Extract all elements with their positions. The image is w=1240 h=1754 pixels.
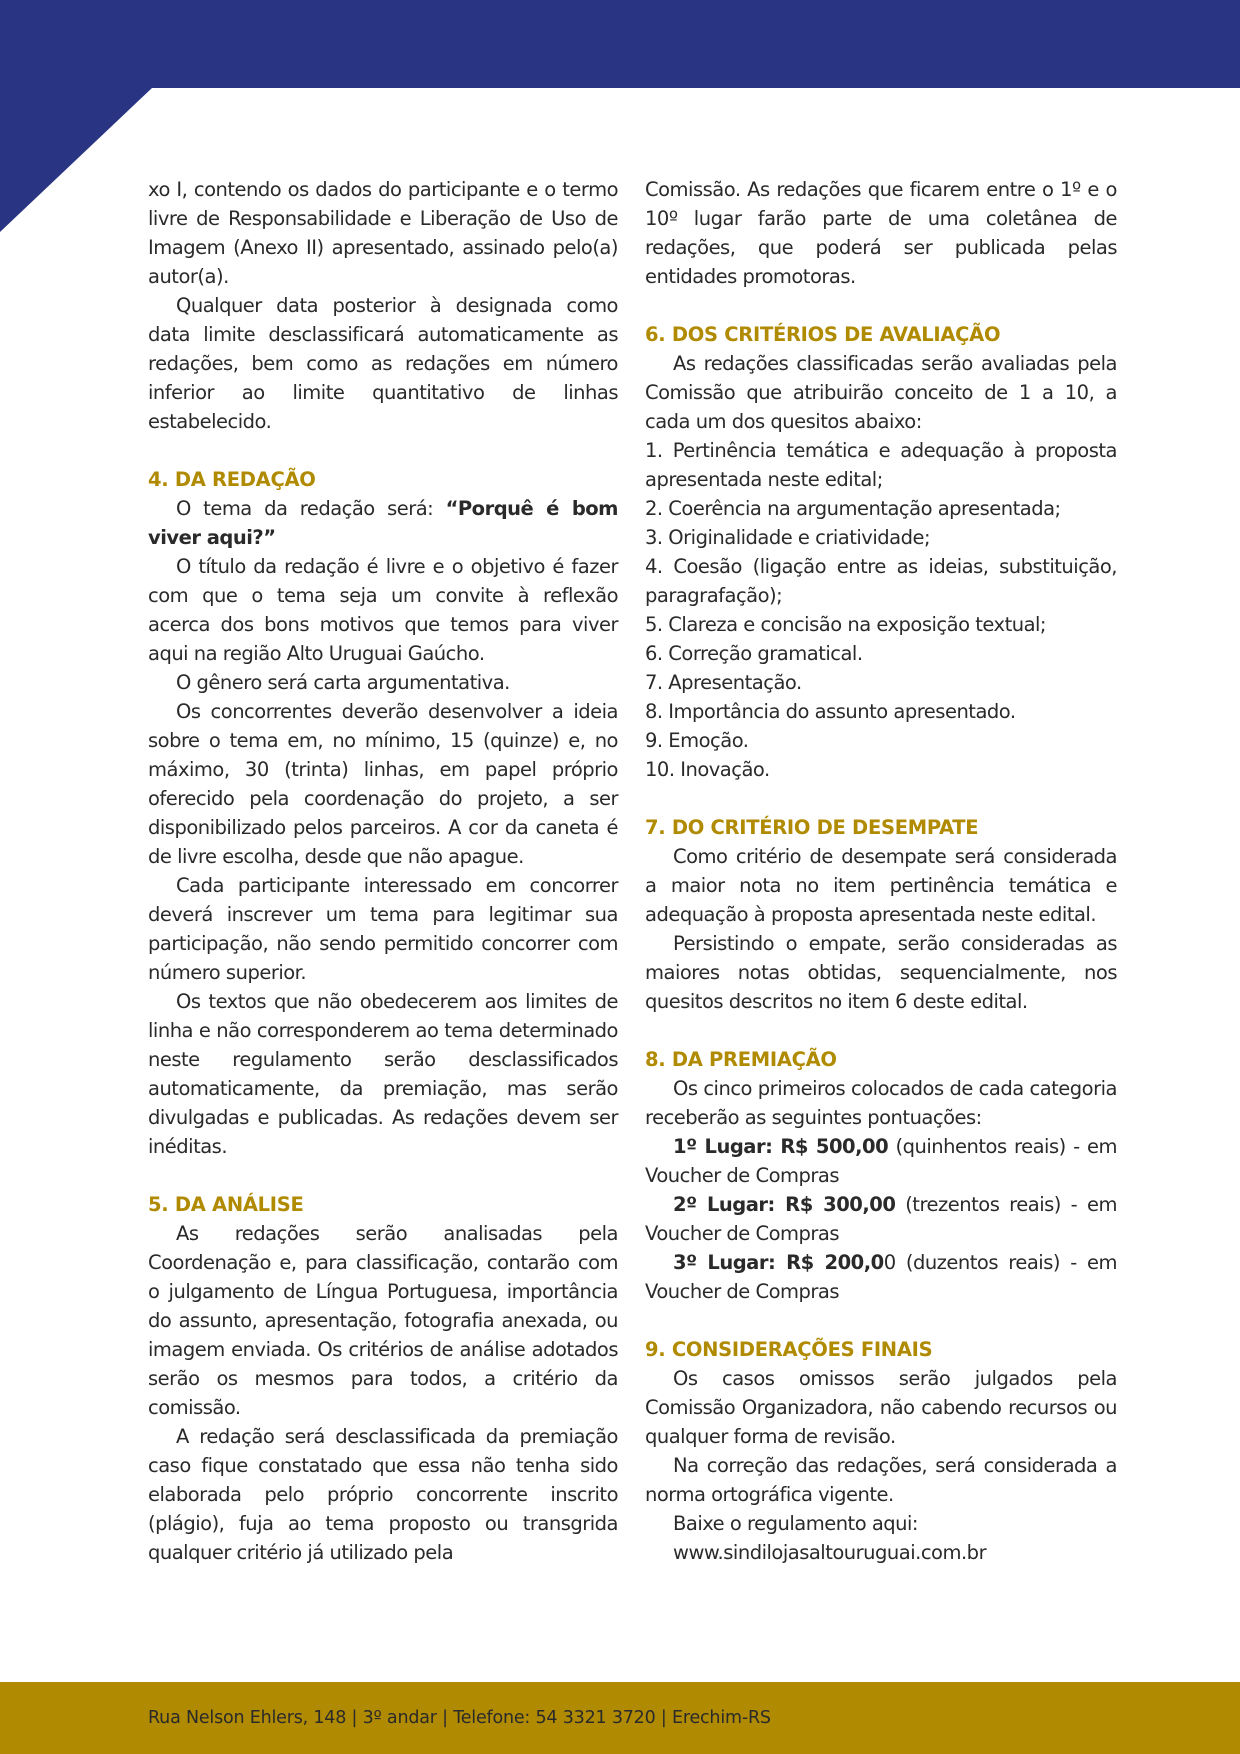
prize-text: 0 (duzentos reais) - em Voucher de Compras bbox=[645, 1251, 1117, 1303]
paragraph: Baixe o regulamento aqui: bbox=[673, 1512, 918, 1535]
paragraph: Como critério de desempate será considerada a maior nota no item pertinência temática e adequação à proposta apresentada neste edital. bbox=[645, 845, 1117, 926]
prize-item bbox=[645, 1190, 1117, 1248]
paragraph: Persistindo o empate, serão consideradas as maiores notas obtidas, sequencialmente, nos quesitos descritos no item 6 deste edital. bbox=[645, 932, 1117, 1013]
prize-item bbox=[645, 1132, 1117, 1190]
list-item: 9. Emoção. bbox=[645, 729, 749, 752]
paragraph: Na correção das redações, será considerada a norma ortográfica vigente. bbox=[645, 1454, 1117, 1506]
paragraph: Os concorrentes deverão desenvolver a ideia sobre o tema em, no mínimo, 15 (quinze) e, no máximo, 30 (trinta) linhas, em papel próprio oferecido pela coordenação do projeto, a ser disponibilizado pelos parceiros. A cor da caneta é de livre escolha, desde que não apague. bbox=[148, 700, 618, 868]
section-title-consideracoes: 9. CONSIDERAÇÕES FINAIS bbox=[645, 1338, 933, 1361]
list-item: 6. Correção gramatical. bbox=[645, 642, 863, 665]
paragraph: O título da redação é livre e o objetivo é fazer com que o tema seja um convite à reflexão acerca dos bons motivos que temos para viver aqui na região Alto Uruguai Gaúcho. bbox=[148, 555, 618, 665]
paragraph: xo I, contendo os dados do participante e o termo livre de Responsabilidade e Liberação de Uso de Imagem (Anexo II) apresentado, assinado pelo(a) autor(a). bbox=[148, 178, 618, 288]
prize-label: 3º Lugar: R$ 200,0 bbox=[673, 1251, 884, 1274]
criteria-list bbox=[645, 436, 1117, 784]
paragraph-theme bbox=[148, 494, 618, 552]
paragraph: Os textos que não obedecerem aos limites de linha e não corresponderem ao tema determinado neste regulamento serão desclassificados automaticamente, da premiação, mas serão divulgadas e publicadas. As redações devem ser inéditas. bbox=[148, 990, 618, 1158]
paragraph: Comissão. As redações que ficarem entre o 1º e o 10º lugar farão parte de uma coletânea de redações, que poderá ser publicada pelas entidades promotoras. bbox=[645, 178, 1117, 288]
paragraph: As redações serão analisadas pela Coordenação e, para classificação, contarão com o julgamento de Língua Portuguesa, importância do assunto, apresentação, fotografia anexada, ou imagem enviada. Os critérios de análise adotados serão os mesmos para todos, a critério da comissão. bbox=[148, 1222, 618, 1419]
paragraph: Qualquer data posterior à designada como data limite desclassificará automaticamente as redações, bem como as redações em número inferior ao limite quantitativo de linhas estabelecido. bbox=[148, 294, 618, 433]
prize-label: 1º Lugar: R$ 500,00 bbox=[673, 1135, 889, 1158]
paragraph: Cada participante interessado em concorrer deverá inscrever um tema para legitimar sua participação, não sendo permitido concorrer com número superior. bbox=[148, 874, 618, 984]
paragraph: O gênero será carta argumentativa. bbox=[176, 671, 510, 694]
list-item: 5. Clareza e concisão na exposição textual; bbox=[645, 613, 1047, 636]
left-column bbox=[148, 175, 618, 1567]
section-title-analise: 5. DA ANÁLISE bbox=[148, 1193, 304, 1216]
section-title-desempate: 7. DO CRITÉRIO DE DESEMPATE bbox=[645, 816, 979, 839]
footer-address: Rua Nelson Ehlers, 148 | 3º andar | Telefone: 54 3321 3720 | Erechim-RS bbox=[148, 1708, 771, 1728]
list-item: 8. Importância do assunto apresentado. bbox=[645, 700, 1016, 723]
section-title-redacao: 4. DA REDAÇÃO bbox=[148, 468, 316, 491]
paragraph: Os cinco primeiros colocados de cada categoria receberão as seguintes pontuações: bbox=[645, 1077, 1117, 1129]
footer-band bbox=[0, 1682, 1240, 1754]
list-item: 10. Inovação. bbox=[645, 758, 770, 781]
list-item: 7. Apresentação. bbox=[645, 671, 802, 694]
list-item: 4. Coesão (ligação entre as ideias, substituição, paragrafação); bbox=[645, 555, 1117, 607]
list-item: 2. Coerência na argumentação apresentada; bbox=[645, 497, 1061, 520]
paragraph: Os casos omissos serão julgados pela Comissão Organizadora, não cabendo recursos ou qualquer forma de revisão. bbox=[645, 1367, 1117, 1448]
regulation-url: www.sindilojasaltouruguai.com.br bbox=[673, 1541, 987, 1564]
right-column bbox=[645, 175, 1117, 1567]
list-item: 1. Pertinência temática e adequação à proposta apresentada neste edital; bbox=[645, 439, 1117, 491]
section-title-premiacao: 8. DA PREMIAÇÃO bbox=[645, 1048, 837, 1071]
section-title-criterios: 6. DOS CRITÉRIOS DE AVALIAÇÃO bbox=[645, 323, 1001, 346]
prize-text: (quinhentos reais) - em Voucher de Compras bbox=[645, 1135, 1117, 1187]
paragraph: As redações classificadas serão avaliadas pela Comissão que atribuirão conceito de 1 a 10, a cada um dos quesitos abaixo: bbox=[645, 352, 1117, 433]
paragraph: A redação será desclassificada da premiação caso fique constatado que essa não tenha sido elaborada pelo próprio concorrente inscrito (plágio), fuja ao tema proposto ou transgrida qualquer critério já utilizado pela bbox=[148, 1425, 618, 1564]
prize-label: 2º Lugar: R$ 300,00 bbox=[673, 1193, 896, 1216]
theme-text: “Porquê é bom viver aqui?” bbox=[148, 497, 618, 549]
prize-item bbox=[645, 1248, 1117, 1306]
list-item: 3. Originalidade e criatividade; bbox=[645, 526, 931, 549]
theme-intro: O tema da redação será: bbox=[176, 497, 446, 520]
prize-text: (trezentos reais) - em Voucher de Compras bbox=[645, 1193, 1117, 1245]
